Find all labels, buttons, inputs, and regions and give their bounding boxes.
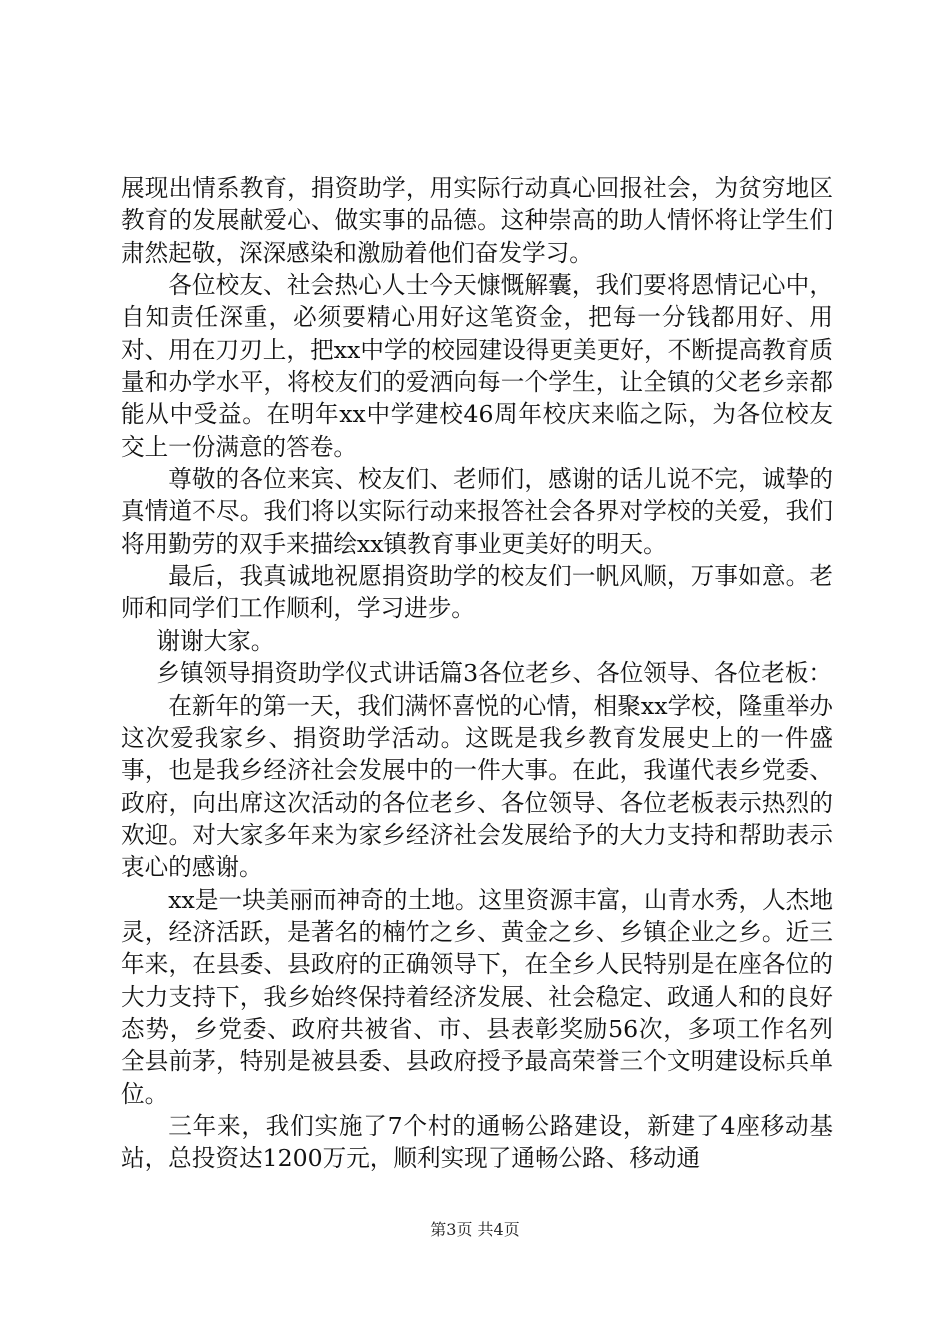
paragraph-1: 展现出情系教育，捐资助学，用实际行动真心回报社会，为贫穷地区教育的发展献爱心、做实事的品德。这种崇高的助人情怀将让学生们肃然起敬，深深感染和激励着他们奋发学习。 bbox=[121, 174, 833, 267]
paragraph-5: 谢谢大家。 bbox=[156, 626, 275, 655]
document-body bbox=[121, 172, 833, 1175]
paragraph-7: 在新年的第一天，我们满怀喜悦的心情，相聚xx学校，隆重举办这次爱我家乡、捐资助学活动。这既是我乡教育发展史上的一件盛事，也是我乡经济社会发展中的一件大事。在此，我谨代表乡党委、政府，向出席这次活动的各位老乡、各位领导、各位老板表示热烈的欢迎。对大家多年来为家乡经济社会发展给予的大力支持和帮助表示衷心的感谢。 bbox=[121, 691, 833, 882]
page-footer: 第3页 共4页 bbox=[430, 1220, 520, 1239]
paragraph-6: 乡镇领导捐资助学仪式讲话篇3各位老乡、各位领导、各位老板： bbox=[156, 659, 833, 688]
paragraph-2: 各位校友、社会热心人士今天慷慨解囊，我们要将恩情记心中，自知责任深重，必须要精心用好这笔资金，把每一分钱都用好、用对、用在刀刃上，把xx中学的校园建设得更美更好，不断提高教育质量和办学水平，将校友们的爱洒向每一个学生，让全镇的父老乡亲都能从中受益。在明年xx中学建校46周年校庆来临之际，为各位校友交上一份满意的答卷。 bbox=[121, 271, 833, 461]
paragraph-3: 尊敬的各位来宾、校友们、老师们，感谢的话儿说不完，诚挚的真情道不尽。我们将以实际行动来报答社会各界对学校的关爱，我们将用勤劳的双手来描绘xx镇教育事业更美好的明天。 bbox=[121, 465, 833, 558]
paragraph-4: 最后，我真诚地祝愿捐资助学的校友们一帆风顺，万事如意。老师和同学们工作顺利，学习进步。 bbox=[121, 562, 833, 623]
paragraph-8: xx是一块美丽而神奇的土地。这里资源丰富，山青水秀，人杰地灵，经济活跃，是著名的楠竹之乡、黄金之乡、乡镇企业之乡。近三年来，在县委、县政府的正确领导下，在全乡人民特别是在座各位的大力支持下，我乡始终保持着经济发展、社会稳定、政通人和的良好态势，乡党委、政府共被省、市、县表彰奖励56次，多项工作名列全县前茅，特别是被县委、县政府授予最高荣誉三个文明建设标兵单位。 bbox=[121, 885, 833, 1108]
paragraph-9: 三年来，我们实施了7个村的通畅公路建设，新建了4座移动基站，总投资达1200万元，顺利实现了通畅公路、移动通 bbox=[121, 1111, 833, 1173]
